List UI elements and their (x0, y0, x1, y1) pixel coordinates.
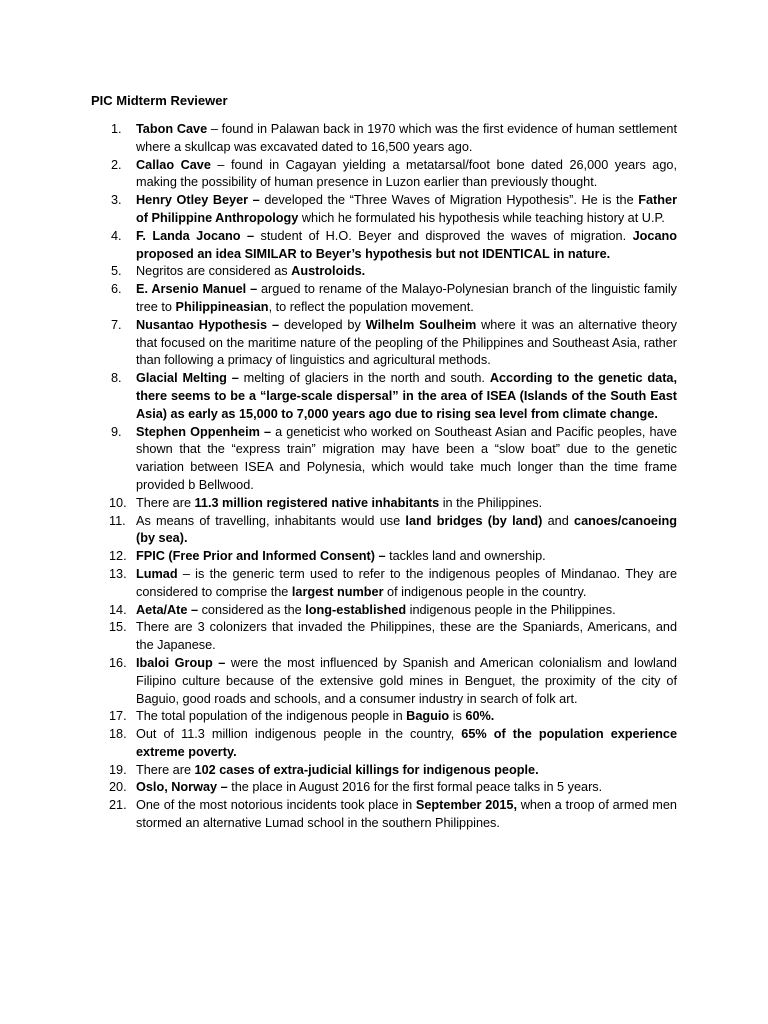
list-item (91, 602, 677, 620)
bold-text-segment: Lumad (136, 566, 178, 581)
list-item (91, 281, 677, 317)
bold-text-segment: Aeta/Ate – (136, 602, 199, 617)
list-item (91, 619, 677, 655)
bold-text-segment: Wilhelm Soulheim (365, 317, 477, 332)
list-item-number: 19. (109, 762, 127, 777)
bold-text-segment: September 2015, (415, 798, 517, 813)
text-segment: in the Philippines. (439, 495, 543, 510)
list-item (91, 708, 677, 726)
bold-text-segment: 102 cases of extra-judicial killings for indigenous people. (194, 762, 539, 777)
list-item-text (136, 425, 677, 492)
text-segment: – found in Cagayan yielding a metatarsal/foot bone dated 26,000 years ago, making the possibility of human presence in Luzon earlier than previously thought. (136, 157, 677, 190)
list-item-text (136, 798, 677, 830)
text-segment: where it was an alternative theory that focused on the maritime nature of the peopling of the Philippines and Southeast Asia, rather than following a primacy of linguistics and agricultural methods. (136, 317, 677, 368)
text-segment: and (542, 513, 575, 528)
bold-text-segment: largest number (291, 584, 384, 599)
list-item-number: 3. (111, 193, 122, 208)
text-segment: considered as the (198, 602, 306, 617)
list-item (91, 370, 677, 423)
text-segment: a geneticist who worked on Southeast Asian and Pacific peoples, have shown that the “express train” migration may have been a “slow boat” due to the genetic variation between ISEA and Polynesia, which would take much longer than the time frame provided b Bellwood. (136, 424, 677, 492)
list-item-text (136, 780, 602, 794)
list-item-number: 14. (109, 602, 127, 617)
list-item-number: 4. (111, 228, 122, 243)
list-item-text (136, 122, 677, 154)
list-item-number: 16. (109, 655, 127, 670)
bold-text-segment: 60%. (465, 709, 495, 724)
list-item-number: 2. (111, 157, 122, 172)
list-item (91, 192, 677, 228)
text-segment: There are (136, 762, 195, 777)
text-segment: There are (136, 495, 195, 510)
text-segment: developed the “Three Waves of Migration Hypothesis”. He is the (259, 193, 639, 208)
text-segment: There are 3 colonizers that invaded the Philippines, these are the Spaniards, Americans, and the Japanese. (136, 620, 677, 653)
list-item-number: 11. (109, 513, 126, 528)
list-item (91, 317, 677, 370)
bold-text-segment: Tabon Cave (136, 122, 208, 136)
list-item-number: 12. (109, 549, 127, 564)
text-segment: the place in August 2016 for the first formal peace talks in 5 years. (227, 780, 603, 795)
list-item (91, 157, 677, 193)
text-segment: – found in Palawan back in 1970 which was the first evidence of human settlement where a skullcap was excavated dated to 16,500 years ago. (136, 122, 677, 154)
bold-text-segment: Glacial Melting – (136, 371, 239, 386)
text-segment: melting of glaciers in the north and south. (238, 371, 490, 386)
list-item (91, 228, 677, 264)
list-item (91, 797, 677, 833)
list-item-text (136, 264, 365, 278)
text-segment: were the most influenced by Spanish and American colonialism and lowland Filipino culture because of the extensive gold mines in Benguet, the proximity of the city of Baguio, good roads and schools, and a consumer industry in search of folk art. (136, 655, 677, 706)
bold-text-segment: FPIC (Free Prior and Informed Consent) – (136, 549, 386, 564)
bold-text-segment: E. Arsenio Manuel – (136, 282, 258, 297)
bold-text-segment: F. Landa Jocano – (136, 228, 255, 243)
bold-text-segment: Austroloids. (291, 264, 366, 279)
bold-text-segment: land bridges (by land) (405, 513, 543, 528)
list-item-text (136, 229, 677, 261)
bold-text-segment: Callao Cave (136, 157, 211, 172)
list-item (91, 779, 677, 797)
text-segment: is (449, 709, 466, 724)
list-item-text (136, 318, 677, 368)
list-item-text (136, 193, 677, 225)
list-item (91, 726, 677, 762)
text-segment: The total population of the indigenous people in (136, 709, 407, 724)
list-item-number: 5. (111, 264, 122, 279)
list-item-text (136, 549, 546, 563)
text-segment: Out of 11.3 million indigenous people in the country, (136, 727, 462, 742)
list-item-text (136, 727, 677, 759)
list-item (91, 424, 677, 495)
text-segment: which he formulated his hypothesis while teaching history at U.P. (298, 210, 665, 225)
list-item-text (136, 158, 677, 190)
text-segment: indigenous people in the Philippines. (406, 602, 616, 617)
list-item-number: 13. (109, 566, 127, 581)
bold-text-segment: canoes/canoeing (by sea). (136, 513, 677, 546)
list-item-number: 7. (111, 317, 122, 332)
text-segment: argued to rename of the Malayo-Polynesian branch of the linguistic family tree to (136, 282, 677, 314)
list-item-text (136, 603, 616, 617)
bold-text-segment: Oslo, Norway – (136, 780, 228, 795)
list-item-number: 21. (109, 798, 127, 813)
list-item-number: 9. (111, 424, 122, 439)
bold-text-segment: Jocano proposed an idea SIMILAR to Beyer’s hypothesis but not IDENTICAL in nature. (136, 228, 677, 261)
text-segment: As means of travelling, inhabitants would use (136, 513, 406, 528)
list-item (91, 263, 677, 281)
list-item-text (136, 567, 677, 599)
text-segment: , to reflect the population movement. (268, 299, 474, 314)
list-item-number: 15. (109, 620, 127, 635)
bold-text-segment: Baguio (406, 709, 450, 724)
bold-text-segment: Nusantao Hypothesis – (136, 317, 280, 332)
bold-text-segment: Ibaloi Group – (136, 655, 226, 670)
list-item-text (136, 620, 677, 652)
list-item-number: 20. (109, 780, 127, 795)
list-item (91, 655, 677, 708)
text-segment: developed by (279, 317, 366, 332)
bold-text-segment: Father of Philippine Anthropology (136, 193, 678, 225)
list-item (91, 762, 677, 780)
bold-text-segment: 11.3 million registered native inhabitants (194, 495, 440, 510)
list-item-text (136, 282, 677, 314)
list-item (91, 121, 677, 157)
text-segment: tackles land and ownership. (385, 549, 546, 564)
list-item-number: 8. (111, 371, 122, 386)
list-item (91, 566, 677, 602)
document-title: PIC Midterm Reviewer (91, 93, 228, 108)
text-segment: when a troop of armed men stormed an alternative Lumad school in the southern Philippines. (136, 798, 677, 831)
list-item-text (136, 763, 539, 777)
list-item (91, 513, 677, 549)
list-item (91, 548, 677, 566)
list-item-text (136, 709, 494, 723)
bold-text-segment: Philippineasian (175, 299, 269, 314)
bold-text-segment: long-established (305, 602, 407, 617)
text-segment: of indigenous people in the country. (383, 584, 587, 599)
list-item-number: 18. (109, 727, 127, 742)
bold-text-segment: According to the genetic data, there seems to be a “large-scale dispersal” in the area of ISEA (Islands of the South East Asia) as early as 15,000 to 7,000 years ago due to rising sea level from climate change. (136, 371, 677, 421)
list-item-number: 17. (109, 709, 127, 724)
list-item-text (136, 496, 542, 510)
list-item-text (136, 514, 677, 546)
text-segment: Negritos are considered as (136, 264, 292, 279)
reviewer-list (91, 121, 677, 833)
text-segment: – is the generic term used to refer to the indigenous peoples of Mindanao. They are considered to comprise the (136, 566, 677, 599)
bold-text-segment: 65% of the population experience extreme poverty. (136, 727, 677, 759)
list-item-text (136, 656, 677, 706)
text-segment: student of H.O. Beyer and disproved the waves of migration. (254, 228, 633, 243)
bold-text-segment: Henry Otley Beyer – (136, 193, 260, 208)
bold-text-segment: Stephen Oppenheim – (136, 424, 272, 439)
list-item-number: 10. (109, 495, 127, 510)
list-item-text (136, 371, 677, 421)
text-segment: One of the most notorious incidents took place in (136, 798, 416, 813)
list-item-number: 6. (111, 282, 122, 297)
list-item (91, 495, 677, 513)
list-item-number: 1. (111, 122, 122, 136)
